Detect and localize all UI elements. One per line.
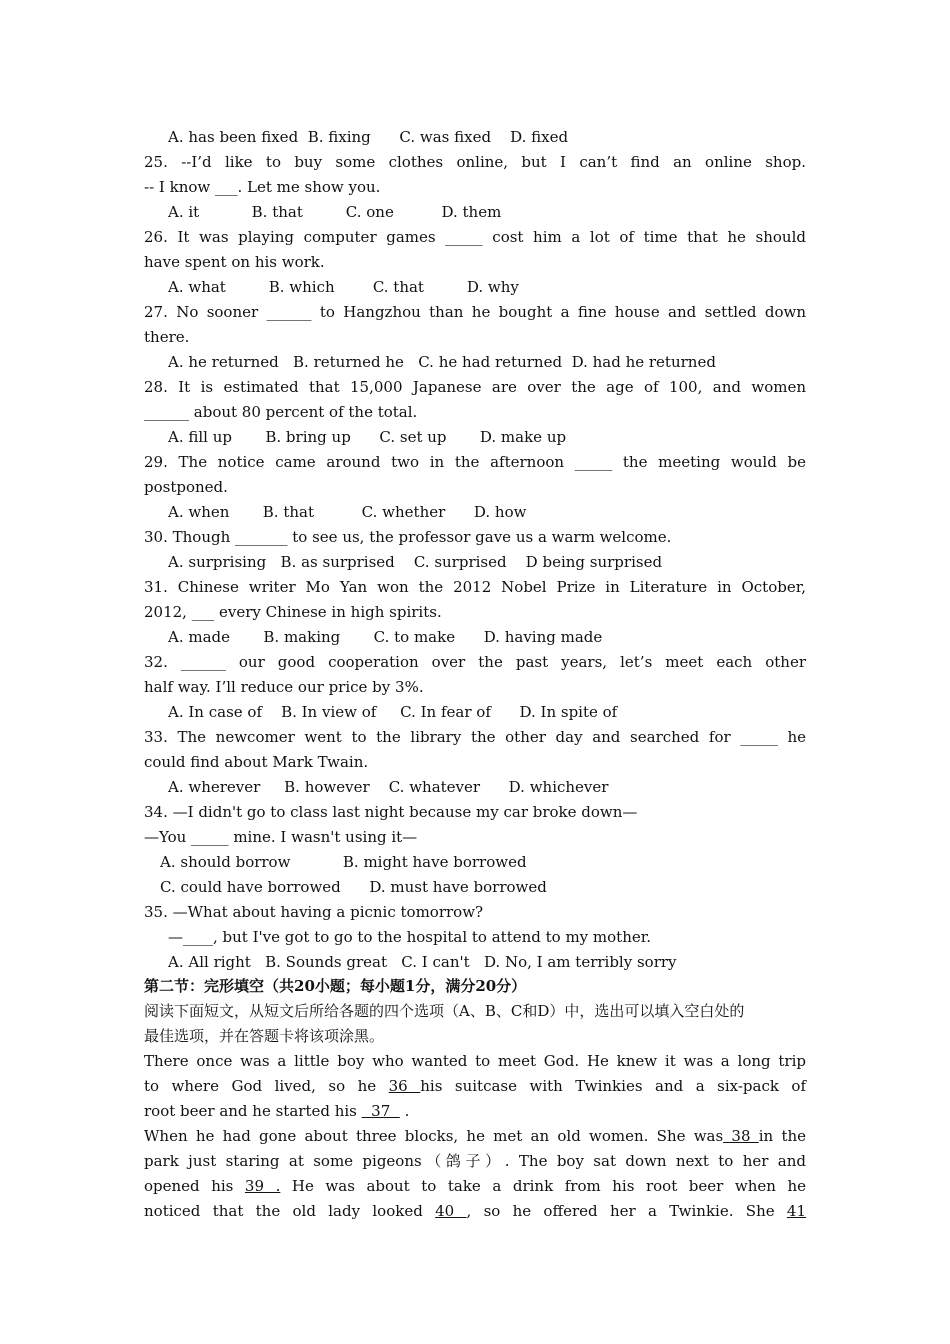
q28-stem-cont: ______ about 80 percent of the total. xyxy=(144,403,418,421)
passage-text: , so he offered her a Twinkie. She xyxy=(466,1202,787,1220)
q25-stem: 25. --I’d like to buy some clothes online, but I can’t find an online shop. xyxy=(144,153,806,171)
passage-line xyxy=(144,1101,806,1121)
passage-text: noticed that the old lady looked xyxy=(144,1202,436,1220)
passage-line xyxy=(144,1176,806,1196)
q27-options: A. he returned B. returned he C. he had returned D. had he returned xyxy=(168,353,716,371)
q34-stem: 34. —I didn't go to class last night because my car broke down— xyxy=(144,803,638,821)
q26-stem-cont: have spent on his work. xyxy=(144,253,325,271)
section-instructions: 阅读下面短文，从短文后所给各题的四个选项（A、B、C和D）中，选出可以填入空白处的 xyxy=(144,1002,745,1020)
passage-text: root beer and he started his xyxy=(144,1102,362,1120)
passage-line xyxy=(144,1201,806,1221)
q25-options: A. it B. that C. one D. them xyxy=(168,203,502,221)
passage-text: to where God lived, so he xyxy=(144,1077,389,1095)
q34-response: —You _____ mine. I wasn't using it— xyxy=(144,828,418,846)
blank-36: 36 xyxy=(388,1077,421,1095)
q25-response: -- I know ___. Let me show you. xyxy=(144,178,381,196)
passage-text: in the xyxy=(758,1127,807,1145)
q35-options: A. All right B. Sounds great C. I can't D. No, I am terribly sorry xyxy=(168,953,677,971)
q33-options: A. wherever B. however C. whatever D. whichever xyxy=(168,778,609,796)
q27-stem: 27. No sooner ______ to Hangzhou than he bought a fine house and settled down xyxy=(144,303,806,321)
passage-text: When he had gone about three blocks, he met an old women. She was xyxy=(144,1127,724,1145)
q32-stem: 32. ______ our good cooperation over the past years, let’s meet each other xyxy=(144,653,806,671)
blank-41: 41 xyxy=(786,1202,807,1220)
q35-stem: 35. —What about having a picnic tomorrow? xyxy=(144,903,484,921)
passage-line: There once was a little boy who wanted to meet God. He knew it was a long trip xyxy=(144,1052,806,1070)
q34-options-cd: C. could have borrowed D. must have borrowed xyxy=(160,878,547,896)
q29-stem: 29. The notice came around two in the afternoon _____ the meeting would be xyxy=(144,453,806,471)
q33-stem: 33. The newcomer went to the library the other day and searched for _____ he xyxy=(144,728,806,746)
passage-text: . xyxy=(399,1102,410,1120)
q26-stem: 26. It was playing computer games _____ cost him a lot of time that he should xyxy=(144,228,806,246)
q26-options: A. what B. which C. that D. why xyxy=(168,278,519,296)
q28-options: A. fill up B. bring up C. set up D. make up xyxy=(168,428,567,446)
blank-39: 39 . xyxy=(244,1177,281,1195)
q27-stem-cont: there. xyxy=(144,328,190,346)
q28-stem: 28. It is estimated that 15,000 Japanese are over the age of 100, and women xyxy=(144,378,806,396)
q35-response: —____, but I've got to go to the hospital to attend to my mother. xyxy=(168,928,652,946)
passage-line xyxy=(144,1076,806,1096)
q32-options: A. In case of B. In view of C. In fear of D. In spite of xyxy=(168,703,618,721)
passage-line xyxy=(144,1126,806,1146)
blank-37: 37 xyxy=(361,1102,400,1120)
passage-line: park just staring at some pigeons（鸽子）. The boy sat down next to her and xyxy=(144,1152,806,1170)
section-instructions-cont: 最佳选项，并在答题卡将该项涂黑。 xyxy=(144,1027,385,1045)
q30-stem: 30. Though _______ to see us, the professor gave us a warm welcome. xyxy=(144,528,672,546)
q32-stem-cont: half way. I’ll reduce our price by 3%. xyxy=(144,678,424,696)
q29-stem-cont: postponed. xyxy=(144,478,228,496)
q31-stem-cont: 2012, ___ every Chinese in high spirits. xyxy=(144,603,442,621)
passage-text: his suitcase with Twinkies and a six-pack of xyxy=(420,1077,807,1095)
q33-stem-cont: could find about Mark Twain. xyxy=(144,753,369,771)
passage-text: He was about to take a drink from his root beer when he xyxy=(280,1177,807,1195)
q30-options: A. surprising B. as surprised C. surprised D being surprised xyxy=(168,553,663,571)
q31-options: A. made B. making C. to make D. having made xyxy=(168,628,603,646)
blank-38: 38 xyxy=(723,1127,759,1145)
passage-text: opened his xyxy=(144,1177,245,1195)
blank-40: 40 xyxy=(435,1202,467,1220)
q34-options-ab: A. should borrow B. might have borrowed xyxy=(160,853,527,871)
q29-options: A. when B. that C. whether D. how xyxy=(168,503,527,521)
section-heading: 第二节：完形填空（共20小题；每小题1分，满分20分） xyxy=(144,977,527,995)
q31-stem: 31. Chinese writer Mo Yan won the 2012 Nobel Prize in Literature in October, xyxy=(144,578,806,596)
q24-options: A. has been fixed B. fixing C. was fixed D. fixed xyxy=(168,128,569,146)
